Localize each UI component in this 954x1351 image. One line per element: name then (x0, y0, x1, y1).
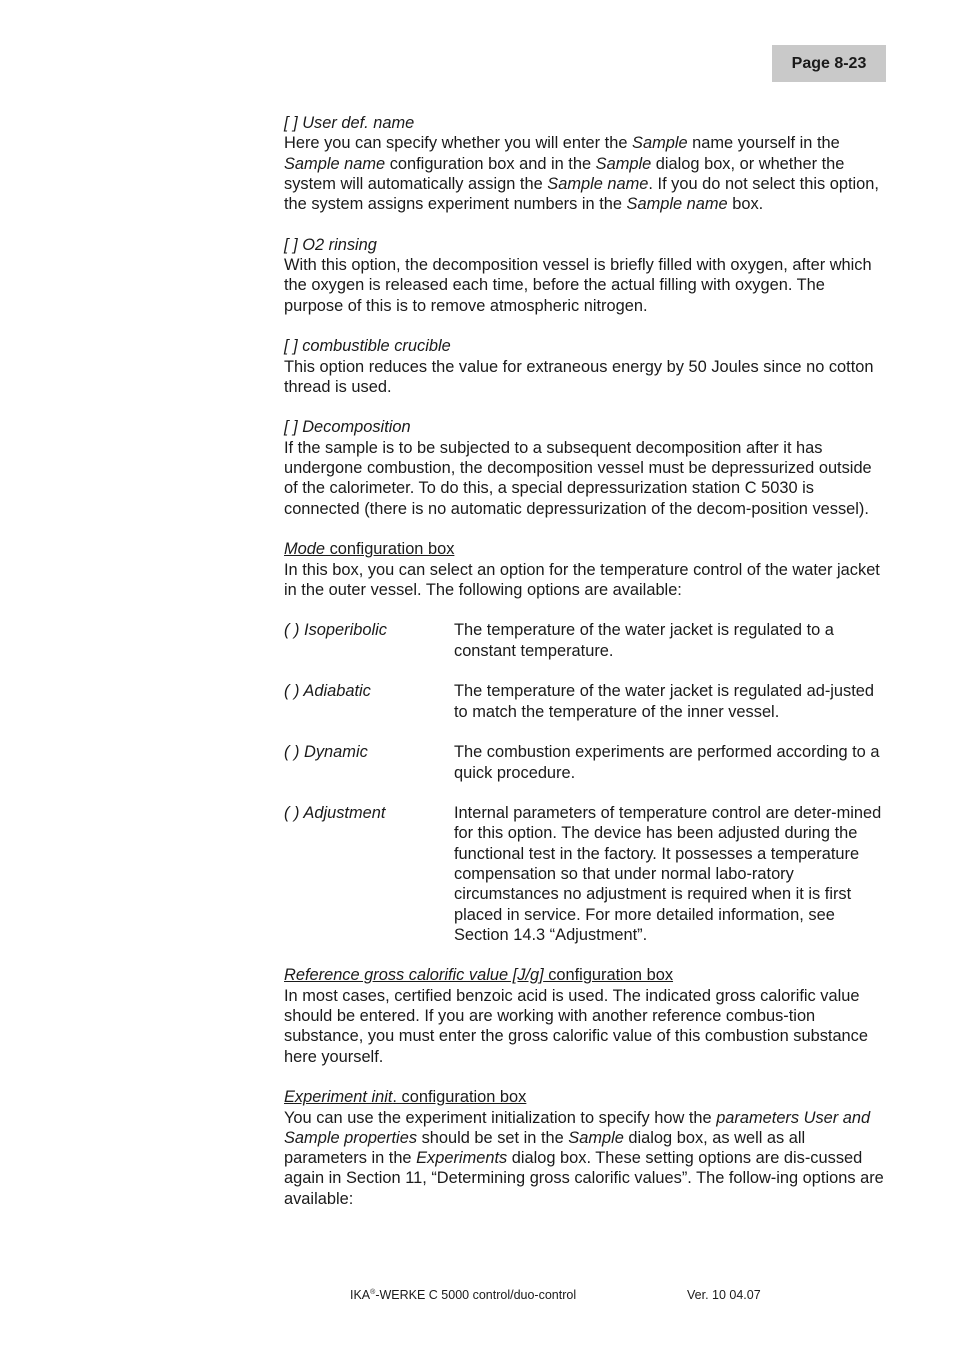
section-title (284, 965, 884, 985)
section-body (284, 1108, 884, 1209)
title-italic: Mode (284, 540, 326, 559)
section-decomposition (284, 417, 884, 518)
text-run: dialog box, or whether the system will automatically assign the (284, 154, 845, 193)
section-experiment-init (284, 1087, 884, 1209)
option-description: The temperature of the water jacket is regulated to a constant temperature. (454, 621, 834, 660)
italic-term: Experiments (416, 1149, 508, 1168)
footer-version: Ver. 10 04.07 (687, 1288, 761, 1302)
section-body: With this option, the decomposition vessel is briefly filled with oxygen, after which the oxygen is released each time, before the actual filling with oxygen. The purpose of this is to remove atmospheric nitrogen. (284, 256, 872, 315)
text-run: dialog box, as well as all parameters in the (284, 1128, 806, 1168)
section-title: [ ] combustible crucible (284, 337, 451, 356)
title-italic: Reference gross calorific value [J/g] (284, 966, 544, 985)
section-combustible-crucible (284, 336, 884, 397)
option-description: The temperature of the water jacket is regulated ad-justed to match the temperature of the inner vessel. (454, 682, 875, 721)
section-title: [ ] User def. name (284, 114, 415, 132)
section-title (284, 539, 884, 559)
section-body: In most cases, certified benzoic acid is used. The indicated gross calorific value should be entered. If you are working with another reference combus-tion substance, you must enter the gross calorific value of this combustion substance here yourself. (284, 986, 868, 1066)
option-description: Internal parameters of temperature control are deter-mined for this option. The device has been adjusted during the functional test in the factory. It possesses a temperature compensation so that under normal labo-ratory circumstances no adjustment is required when it is first placed in service. For more detailed information, see Section 14.3 “Adjustment”. (454, 804, 882, 944)
page-number: Page 8-23 (791, 54, 867, 72)
title-rest: . configuration box (392, 1088, 527, 1107)
page-number-badge (772, 45, 886, 82)
option-description: The combustion experiments are performed according to a quick procedure. (454, 743, 880, 782)
italic-term: Sample (632, 134, 688, 153)
text-run: dialog box. These setting options are dis-cussed again in Section 11, “Determining gross calorific values”. The follow-ing options are available: (284, 1149, 884, 1208)
section-mode-config-box (284, 539, 884, 600)
section-user-def-name (284, 113, 884, 214)
option-label: ( ) Isoperibolic (284, 621, 387, 640)
italic-term: Sample (568, 1128, 624, 1147)
section-body: This option reduces the value for extraneous energy by 50 Joules since no cotton thread is used. (284, 357, 874, 396)
section-title (284, 1087, 884, 1107)
brand-name: IKA (350, 1288, 371, 1302)
section-body: In this box, you can select an option for the temperature control of the water jacket in the outer vessel. The following options are available: (284, 560, 880, 599)
section-body (284, 133, 884, 214)
italic-term: Sample (595, 154, 652, 173)
option-label: ( ) Adiabatic (284, 682, 371, 701)
title-rest: configuration box (325, 540, 455, 559)
text-run: should be set in the (417, 1128, 569, 1147)
italic-term: Sample name (547, 174, 649, 193)
text-run: box. (727, 195, 764, 214)
text-run: . If you do not select this option, the system assigns experiment numbers in the (284, 174, 879, 214)
text-run: configuration box and in the (385, 154, 596, 173)
mode-option-adjustment (284, 803, 884, 945)
option-label: ( ) Adjustment (284, 804, 386, 823)
text-run: name yourself in the (687, 134, 840, 153)
section-reference-gross-calorific-value (284, 965, 884, 1066)
product-name: -WERKE C 5000 control/duo-control (375, 1288, 577, 1302)
section-body: If the sample is to be subjected to a subsequent decomposition after it has undergone combustion, the decomposition vessel must be depressurized outside of the calorimeter. To do this, a special depressurization station C 5030 is connected (there is no automatic depressurization of the decom-position vessel). (284, 438, 872, 518)
italic-term: Sample name (284, 154, 386, 173)
text-run: Here you can specify whether you will enter the (284, 134, 633, 153)
title-italic: Experiment init (284, 1088, 393, 1107)
option-label: ( ) Dynamic (284, 743, 368, 762)
italic-term: parameters User and Sample properties (284, 1108, 871, 1147)
registered-mark: ® (370, 1288, 376, 1296)
text-run: You can use the experiment initialization to specify how the (284, 1108, 717, 1127)
section-title: [ ] O2 rinsing (284, 235, 377, 254)
italic-term: Sample name (626, 195, 728, 214)
title-rest: configuration box (543, 966, 674, 985)
section-title: [ ] Decomposition (284, 418, 411, 437)
mode-option-dynamic (284, 742, 884, 783)
mode-option-adiabatic (284, 681, 884, 722)
document-body (284, 113, 884, 1229)
section-o2-rinsing (284, 235, 884, 316)
footer-brand (350, 1288, 576, 1302)
mode-option-isoperibolic (284, 620, 884, 661)
